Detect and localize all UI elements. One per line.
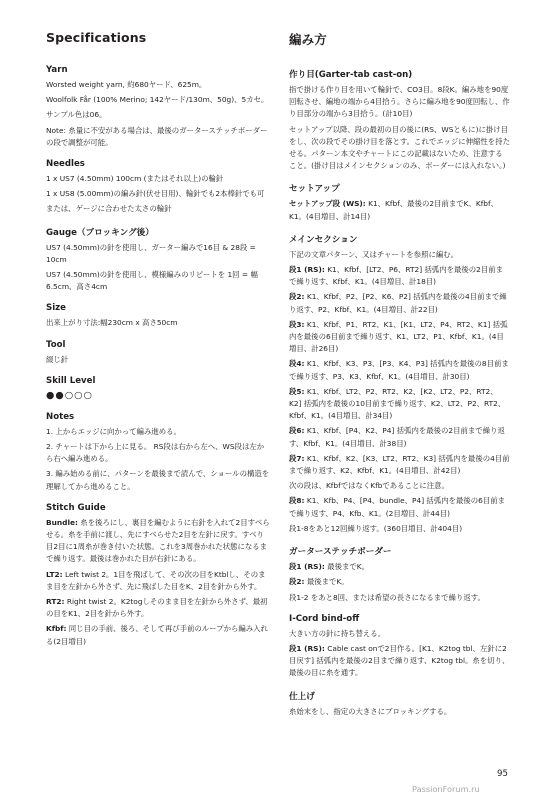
border-row (289, 576, 510, 588)
finishing-line: 糸始末をし、指定の大きさにブロッキングする。 (289, 706, 452, 716)
instructions-title: 編み方 (289, 32, 327, 47)
main-row (289, 425, 510, 449)
stitch-description: Right twist 2。K2togしそのまま目を左針から外さず、最初の目をK1、2目を針から外す。 (46, 597, 268, 619)
row-term: 段5: (289, 386, 305, 396)
row-term: 段7: (289, 453, 305, 463)
gauge-line: US7 (4.50mm)の針を使用し、ガーター編みで16目 & 28段 = 10cm (46, 242, 256, 264)
specifications-title: Specifications (46, 30, 147, 45)
skill-level-heading: Skill Level (46, 375, 96, 386)
stitch-term: Bundle: (46, 517, 78, 527)
stitch-guide-item (46, 623, 271, 647)
stitch-term: LT2: (46, 569, 63, 579)
row-term: 段1 (RS): (289, 562, 325, 572)
stitch-guide-heading: Stitch Guide (46, 502, 106, 513)
icord-row (289, 643, 510, 680)
setup-row (289, 198, 510, 222)
main-row (289, 453, 510, 477)
tool-heading: Tool (46, 339, 66, 350)
yarn-heading: Yarn (46, 65, 68, 75)
main-row (289, 264, 510, 288)
border-heading: ガーターステッチボーダー (289, 547, 392, 558)
skill-level-rating: ●●○○○ (46, 389, 93, 401)
row-text: 最後までK。 (324, 562, 369, 572)
needles-line: 1 x US7 (4.50mm) 100cm (またはそれ以上)の輪針 (46, 174, 224, 184)
note-item: 2. チャートは下から上に見る。 RS段は右から左へ、WS段は左から右へ編み進める。 (46, 442, 265, 464)
stitch-description: 糸を後ろにし、裏目を編むように右針を入れて2目すべらせる。糸を手前に渡し、先にすべらせた2目を左針に戻す。すべり目2目に1周糸が巻き付いた状態。これを3周巻かれた状態になるまで繰り返す。最後は巻かれた目が右針にある。 (46, 517, 270, 564)
gauge-line: US7 (4.50mm)の針を使用し、模様編みのリピートを 1回 = 幅6.5cm、高さ4cm (46, 270, 258, 292)
row-term: 段6: (289, 426, 305, 436)
main-section-heading: メインセクション (289, 234, 358, 245)
stitch-guide-item (46, 569, 271, 593)
row-text: K1、Kfb、P4、[P4、bundle、P4] 括弧内を最後の6目前まで繰り返す、P4、Kfb、K1。(2目増目、計44目) (289, 496, 506, 518)
right-column (289, 30, 510, 721)
yarn-line: Woolfolk Får (100% Merino; 142ヤード/130m、50g)、5カセ。 (46, 95, 269, 105)
yarn-line: Worsted weight yarn, 約680ヤード、625m。 (46, 80, 207, 89)
needles-line: 1 x US8 (5.00mm)の編み針(伏せ目用)、輪針でも2本棒針でも可 (46, 189, 265, 199)
needles-line: または、ゲージに合わせた太さの輪針 (46, 204, 172, 214)
row-text: K1、Kfbf、[LT2、P6、RT2] 括弧内を最後の2目前まで繰り返す、Kfbf、K1。(4目増目、計18目) (289, 265, 504, 287)
stitch-guide-item (46, 517, 271, 566)
page-number: 95 (497, 769, 508, 779)
stitch-description: 同じ目の手前、後ろ、そして再び手前のループから編み入れる(2目増目) (46, 624, 268, 646)
stitch-term: RT2: (46, 597, 65, 607)
main-row (289, 495, 510, 519)
cast-on-line: セットアップ以降、段の最初の目の後に(RS、WSともに)に掛け目をし、次の段でその掛け目を落とす。これでエッジに伸縮性を持たせる。パターン本文やチャートにこの記載はないため、注意すること。(掛け目はメインセクションのみ、ボーダーには入れない。) (289, 124, 510, 171)
stitch-guide-item (46, 596, 271, 620)
note-item: 3. 編み始める前に、パターンを最後まで読んで、ショールの構造を理解してから進めること。 (46, 469, 270, 491)
icord-heading: I-Cord bind-off (289, 613, 360, 624)
row-term: 段2: (289, 292, 305, 302)
icord-intro: 大きい方の針に持ち替える。 (289, 628, 386, 638)
row-text: K1、Kfbf、K3、P3、[P3、K4、P3] 括弧内を最後の8目前まで繰り返す、P3、K3、Kfbf、K1。(4目増目、計30目) (289, 359, 509, 381)
notes-heading: Notes (46, 411, 75, 422)
row-term: セットアップ段 (WS): (289, 199, 366, 209)
needles-heading: Needles (46, 159, 85, 170)
main-row (289, 319, 510, 356)
cast-on-line: 指で掛ける作り目を用いて輪針で、CO3目。8段K。編み地を90度回転させ、編地の端から4目拾う。さらに編み地を90度回転し、作り目部分の端から3目拾う。(計10目) (289, 85, 510, 119)
border-repeat: 段1-2 をあと8回、または希望の長さになるまで繰り返す。 (289, 592, 485, 602)
row-term: 段3: (289, 319, 305, 329)
row-text: 最後までK。 (304, 577, 349, 587)
row-text: K1、Kfbf、K2、[K3、LT2、RT2、K3] 括弧内を最後の4目前まで繰り返す、K2、Kfbf、K1。(4目増目、計42目) (289, 453, 510, 476)
row-text: K1、Kfbf、最後の2目前までK、Kfbf、K1。(4目増目、計14目) (289, 199, 498, 221)
size-heading: Size (46, 303, 66, 314)
main-row (289, 386, 510, 423)
finishing-heading: 仕上げ (289, 691, 315, 702)
row-term: 段1 (RS): (289, 265, 325, 275)
row-text: K1、Kfbf、P2、[P2、K6、P2] 括弧内を最後の4目前まで繰り返す、P2、Kfbf、K1。(4目増目、計22目) (289, 292, 507, 314)
border-row (289, 561, 510, 573)
row-text: K1、Kfbf、LT2、P2、RT2、K2、[K2、LT2、P2、RT2、K2] 括弧内を最後の10目前まで繰り返す、K2、LT2、P2、RT2、Kfbf、K1。(4目増目、計34目) (289, 386, 506, 421)
row-term: 段2: (289, 577, 305, 587)
row-term: 段8: (289, 496, 305, 506)
main-note: 次の段は、KfbfではなくKfbであることに注意。 (289, 481, 449, 491)
left-column (46, 30, 271, 651)
watermark-text: PassionForum.ru (412, 784, 480, 794)
gauge-heading: Gauge（ブロッキング後） (46, 227, 154, 238)
setup-heading: セットアップ (289, 184, 340, 195)
row-term: 段4: (289, 359, 305, 369)
row-term: 段1 (RS): (289, 643, 325, 653)
yarn-line: サンプル色は06。 (46, 110, 107, 120)
size-line: 出来上がり寸法:幅230cm x 高さ50cm (46, 318, 178, 328)
row-text: K1、Kfbf、[P4、K2、P4] 括弧内を最後の2目前まで繰り返す、Kfbf、K1。(4目増目、計38目) (289, 426, 505, 448)
tool-line: 綴じ針 (46, 354, 69, 364)
row-text: Cable cast onで2目作る。[K1、K2tog tbl、左針に2目戻す] 括弧内を最後の2目まで繰り返す、K2tog tbl。糸を切り、最後の目に糸を通す。 (289, 643, 510, 678)
note-item: 1. 上からエッジに向かって編み進める。 (46, 426, 181, 436)
main-intro: 下記の文章パターン、又はチャートを参照に編む。 (289, 249, 459, 259)
stitch-description: Left twist 2。1目を飛ばして、その次の目をKtblし、そのまま目を左針から外さず、先に飛ばした目をK、2目を針から外す。 (46, 569, 266, 591)
main-row (289, 291, 510, 315)
row-text: K1、Kfbf、P1、RT2、K1、[K1、LT2、P4、RT2、K1] 括弧内を最後の6目前まで繰り返す、K1、LT2、P1、Kfbf、K1。(4目増目、計26目) (289, 319, 508, 354)
cast-on-heading: 作り目(Garter-tab cast-on) (289, 70, 413, 80)
stitch-term: Kfbf: (46, 624, 67, 634)
yarn-note: Note: 糸量に不安がある場合は、最後のガーターステッチボーダーの段で調整が可能。 (46, 125, 268, 147)
main-row (289, 358, 510, 382)
main-repeat: 段1-8をあと12回繰り返す。(360目増目、計404目) (289, 523, 463, 533)
